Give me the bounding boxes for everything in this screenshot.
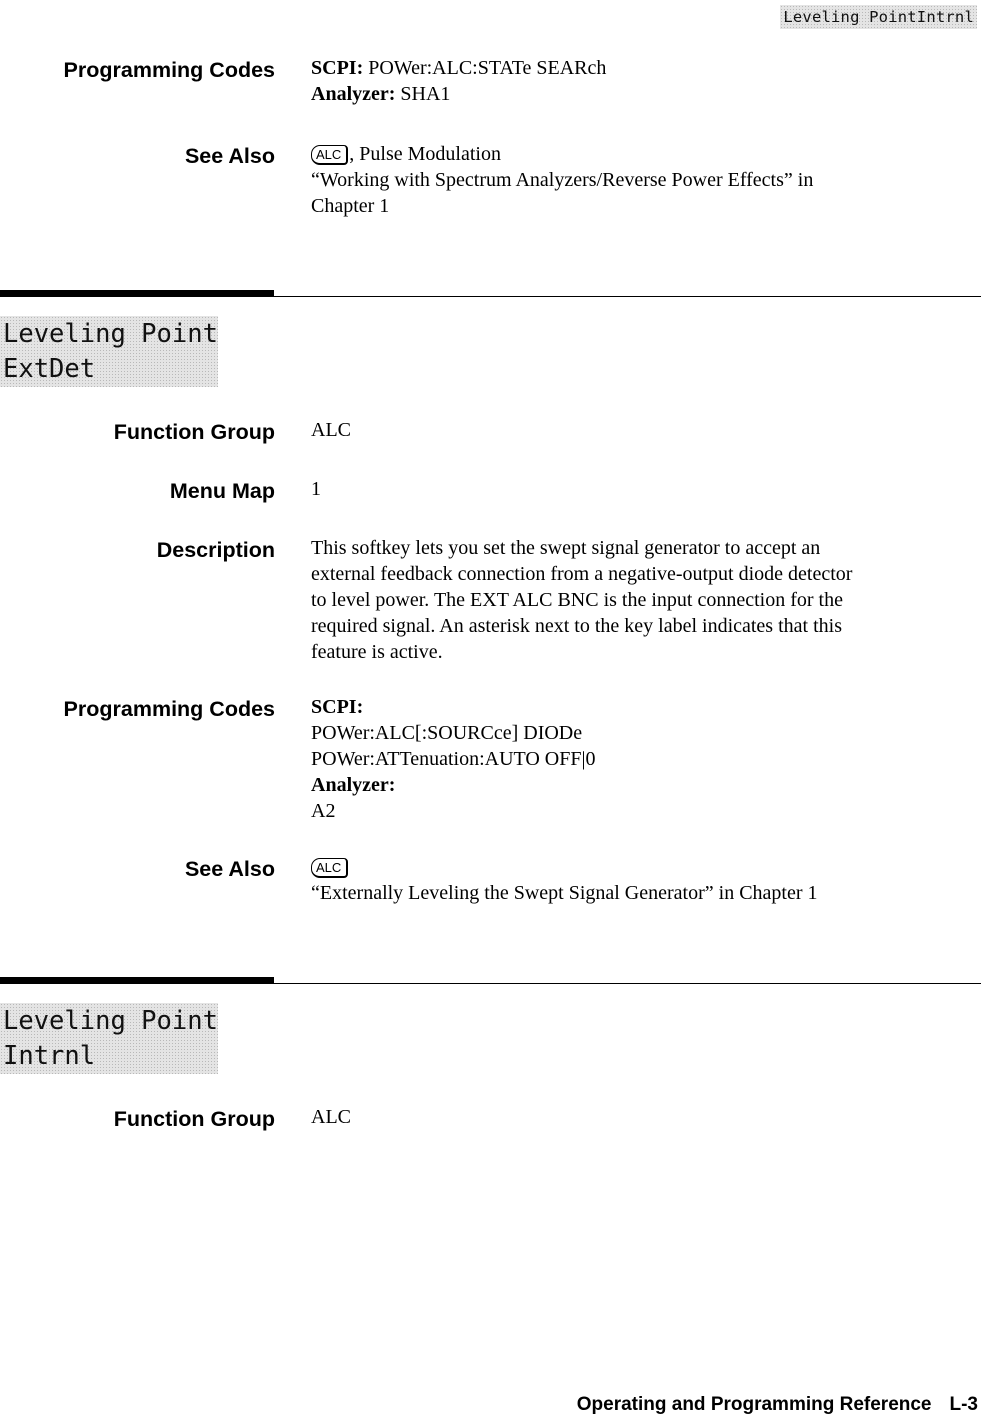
menu-map-label: Menu Map xyxy=(169,479,275,503)
alc-key[interactable]: ALC xyxy=(311,858,348,878)
see-also-label: See Also xyxy=(184,144,275,168)
programming-codes-body xyxy=(311,694,971,824)
see-also-line xyxy=(311,854,971,880)
footer-title: Operating and Programming Reference xyxy=(576,1394,932,1415)
see-also-line xyxy=(311,141,971,167)
scpi-label: SCPI: xyxy=(311,696,364,718)
scpi-value: POWer:ALC:STATe SEARch xyxy=(363,57,607,79)
page-footer xyxy=(577,1393,978,1417)
description-line: external feedback connection from a negative-output diode detector xyxy=(311,563,853,585)
see-also-line: Chapter 1 xyxy=(311,195,390,217)
see-also-body xyxy=(311,141,971,219)
description-line: This softkey lets you set the swept signal generator to accept an xyxy=(311,537,821,559)
see-also-label: See Also xyxy=(184,857,275,881)
analyzer-line xyxy=(311,81,971,107)
page-number: L-3 xyxy=(949,1394,978,1415)
see-also-line: “Externally Leveling the Swept Signal Generator” in Chapter 1 xyxy=(311,882,818,904)
scpi-label: SCPI: xyxy=(311,57,364,79)
function-group-label: Function Group xyxy=(113,1107,275,1131)
scpi-command: POWer:ALC[:SOURCce] DIODe xyxy=(311,722,583,744)
section-divider xyxy=(0,983,981,984)
description-label: Description xyxy=(156,538,275,562)
running-head: Leveling PointIntrnl xyxy=(780,5,977,29)
description-line: required signal. An asterisk next to the key label indicates that this xyxy=(311,615,842,637)
see-also-line: “Working with Spectrum Analyzers/Reverse Power Effects” in xyxy=(311,169,814,191)
function-group-value: ALC xyxy=(311,1106,351,1128)
section-divider-bar xyxy=(0,290,274,297)
alc-key[interactable]: ALC xyxy=(311,145,348,165)
programming-codes-body xyxy=(311,55,971,107)
softkey-title-extdet xyxy=(0,316,218,387)
description-line: to level power. The EXT ALC BNC is the input connection for the xyxy=(311,589,843,611)
description-body xyxy=(311,535,971,665)
analyzer-value: A2 xyxy=(311,800,336,822)
programming-codes-label: Programming Codes xyxy=(63,58,275,82)
analyzer-label: Analyzer: xyxy=(311,774,396,796)
softkey-title-intrnl xyxy=(0,1003,218,1074)
scpi-line xyxy=(311,55,971,81)
title-line: Leveling Point xyxy=(3,319,218,349)
description-line: feature is active. xyxy=(311,641,443,663)
section-divider xyxy=(0,296,981,297)
scpi-command: POWer:ATTenuation:AUTO OFF|0 xyxy=(311,748,596,770)
section-divider-bar xyxy=(0,977,274,984)
function-group-label: Function Group xyxy=(113,420,275,444)
analyzer-label: Analyzer: xyxy=(311,83,396,105)
see-also-text: , Pulse Modulation xyxy=(349,143,501,165)
function-group-value: ALC xyxy=(311,419,351,441)
programming-codes-label: Programming Codes xyxy=(63,697,275,721)
title-line: Leveling Point xyxy=(3,1006,218,1036)
see-also-body xyxy=(311,854,971,906)
title-line: Intrnl xyxy=(3,1041,96,1071)
menu-map-value: 1 xyxy=(311,478,321,500)
analyzer-value: SHA1 xyxy=(395,83,451,105)
title-line: ExtDet xyxy=(3,354,96,384)
